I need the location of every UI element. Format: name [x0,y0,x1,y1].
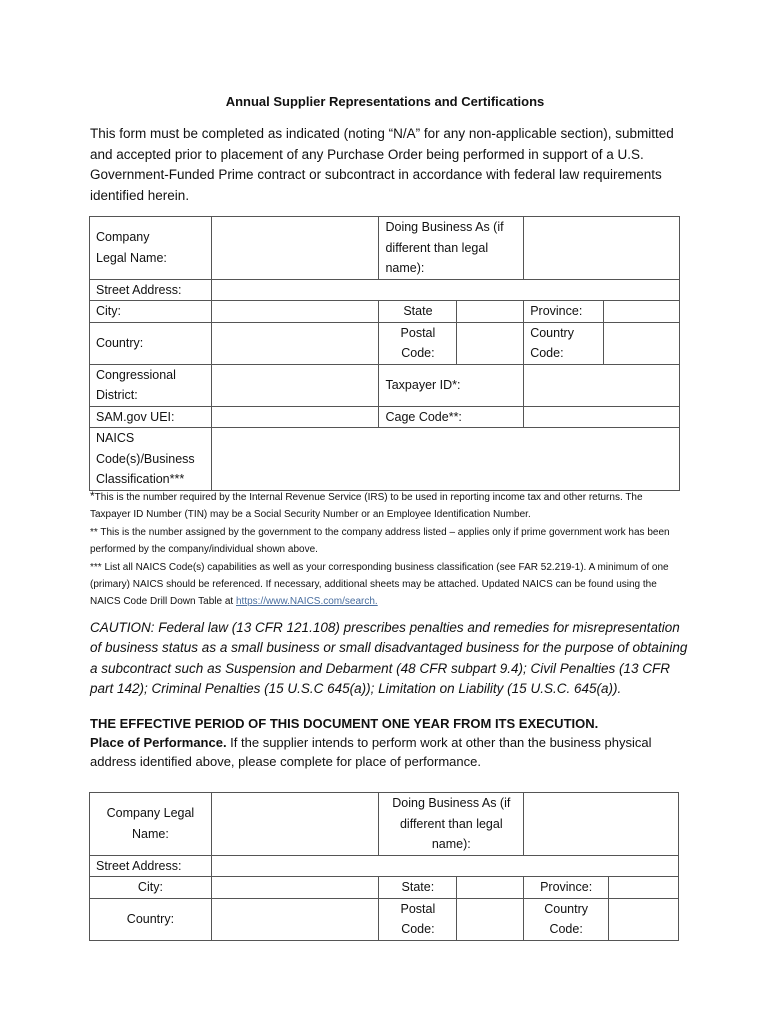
input-postal-code[interactable] [457,322,524,364]
label-naics: NAICS Code(s)/Business Classification*** [90,428,212,491]
label-province-2: Province: [524,877,609,899]
input-city[interactable] [211,301,379,323]
input-city-2[interactable] [211,877,379,899]
input-province-2[interactable] [609,877,679,899]
input-country-code-2[interactable] [609,898,679,940]
label-postal-code: Postal Code: [379,322,457,364]
label-company-legal-name-2: Company Legal Name: [90,793,212,856]
footnote-naics-text: *** List all NAICS Code(s) capabilities as well as your corresponding business classification (see FAR 52.219-1). A minimum of one (primary) NAICS should be referenced. If necessary, additional sheets may be attached. Updated NAICS can be found using the NAICS Code Drill Down Table at [90,561,669,608]
footnotes [90,488,680,611]
input-congressional-district[interactable] [211,364,379,406]
input-country-2[interactable] [211,898,379,940]
input-province[interactable] [604,301,680,323]
input-postal-code-2[interactable] [457,898,524,940]
footnote-naics [90,559,680,611]
input-sam-uei[interactable] [211,406,379,428]
label-postal-code-2: Postal Code: [379,898,457,940]
footnote-taxpayer [90,488,680,524]
input-dba[interactable] [524,217,680,280]
place-of-performance-label: Place of Performance. [90,735,227,750]
label-congressional-district: Congressional District: [90,364,212,406]
label-street-address-2: Street Address: [90,855,212,877]
place-of-performance-text: If the supplier intends to perform work at other than the business physical address identified above, please complete for place of performance. [90,735,652,769]
label-city-2: City: [90,877,212,899]
label-company-legal-name: Company Legal Name: [90,217,212,280]
input-cage-code[interactable] [524,406,680,428]
input-country[interactable] [211,322,379,364]
label-country-2: Country: [90,898,212,940]
naics-link[interactable]: https://www.NAICS.com/search. [236,596,378,608]
effective-period-section [90,714,690,771]
input-street-address[interactable] [211,279,679,301]
supplier-info-table [89,216,680,491]
intro-paragraph: This form must be completed as indicated (noting “N/A” for any non-applicable section), submitted and accepted prior to placement of any Purchase Order being performed in support of a U.S. Government-Funded Prime contract or subcontract in accordance with federal law requirements identified herein. [90,126,674,203]
input-dba-2[interactable] [524,793,679,856]
label-province: Province: [524,301,604,323]
label-taxpayer-id: Taxpayer ID*: [379,364,524,406]
input-state-2[interactable] [457,877,524,899]
footnote-cage: ** This is the number assigned by the government to the company address listed – applies only if prime government work has been performed by the company/individual shown above. [90,526,670,556]
label-state: State [379,301,457,323]
input-naics[interactable] [211,428,679,491]
input-state[interactable] [457,301,524,323]
label-cage-code: Cage Code**: [379,406,524,428]
input-country-code[interactable] [604,322,680,364]
label-country-code-2: Country Code: [524,898,609,940]
input-taxpayer-id[interactable] [524,364,680,406]
caution-paragraph: CAUTION: Federal law (13 CFR 121.108) prescribes penalties and remedies for misrepresentation of business status as a small business or small disadvantaged business for the purpose of obtaining a subcontract such as Suspension and Debarment (48 CFR subpart 9.4); Civil Penalties (13 CFR part 142); Criminal Penalties (15 U.S.C 645(a)); Limitation on Liability (15 U.S.C. 645(a)). [90,620,688,696]
effective-period-heading: THE EFFECTIVE PERIOD OF THIS DOCUMENT ONE YEAR FROM ITS EXECUTION. [90,716,599,731]
label-state-2: State: [379,877,457,899]
label-dba: Doing Business As (if different than legal name): [379,217,524,280]
input-street-address-2[interactable] [211,855,678,877]
place-of-performance-table [89,792,679,941]
label-country: Country: [90,322,212,364]
footnote-taxpayer-text: This is the number required by the Internal Revenue Service (IRS) to be used in reporting income tax and other returns. The Taxpayer ID Number (TIN) may be a Social Security Number or an Employee Identification Number. [90,492,643,521]
input-company-legal-name-2[interactable] [211,793,379,856]
label-city: City: [90,301,212,323]
document-title: Annual Supplier Representations and Certifications [225,94,545,109]
footnote-mark: * [90,489,95,503]
input-company-legal-name[interactable] [211,217,379,280]
label-sam-uei: SAM.gov UEI: [90,406,212,428]
label-dba-2: Doing Business As (if different than legal name): [379,793,524,856]
label-country-code: Country Code: [524,322,604,364]
label-street-address: Street Address: [90,279,212,301]
